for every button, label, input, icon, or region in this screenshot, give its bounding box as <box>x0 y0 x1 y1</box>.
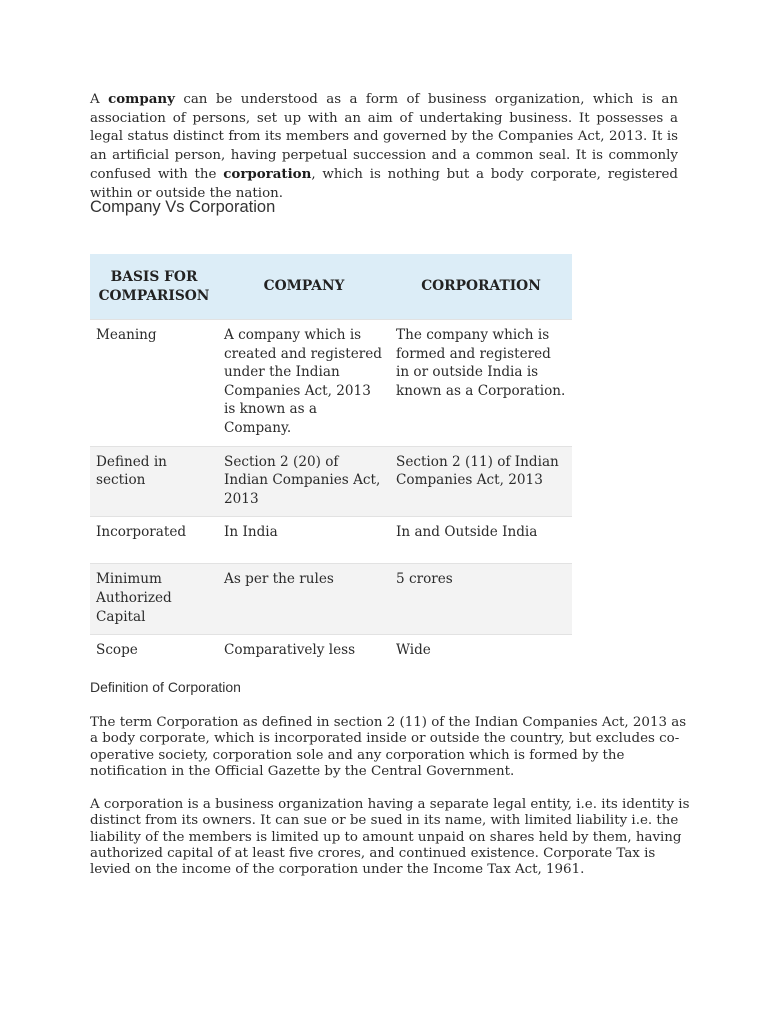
comparison-table <box>90 254 572 675</box>
row-company: Section 2 (20) of Indian Companies Act, 2013 <box>218 446 390 517</box>
header-company: COMPANY <box>218 254 390 320</box>
table-row <box>90 635 572 675</box>
intro-text-3: , which is nothing but a body corporate, registered within or outside the nation. <box>90 167 678 201</box>
row-corporation: In and Outside India <box>390 517 572 564</box>
table-row <box>90 564 572 635</box>
intro-bold-company: company <box>108 91 175 107</box>
table-row <box>90 517 572 564</box>
row-basis: Scope <box>90 635 218 675</box>
header-corporation: CORPORATION <box>390 254 572 320</box>
corporation-description-paragraph: A corporation is a business organization having a separate legal entity, i.e. its identity is distinct from its owners. It can sue or be sued in its name, with limited liability i.e. the liability of the members is limited up to amount unpaid on shares held by them, having authorized capital of at least five crores, and continued existence. Corporate Tax is levied on the income of the corporation under the Income Tax Act, 1961. <box>90 797 690 878</box>
intro-text-1: A <box>90 92 109 107</box>
row-basis: Incorporated <box>90 517 218 564</box>
row-company: As per the rules <box>218 564 390 635</box>
row-basis: Meaning <box>90 320 218 447</box>
row-corporation: 5 crores <box>390 564 572 635</box>
row-corporation: Wide <box>390 635 572 675</box>
header-basis: BASIS FOR COMPARISON <box>90 254 218 320</box>
row-company: In India <box>218 517 390 564</box>
intro-text-2: can be understood as a form of business organization, which is an association of persons, set up with an aim of undertaking business. It possesses a legal status distinct from its members and governed by the Companies Act, 2013. It is an artificial person, having perpetual succession and a common seal. It is commonly confused with the <box>90 92 678 182</box>
row-corporation: The company which is formed and registered in or outside India is known as a Corporation. <box>390 320 572 447</box>
intro-bold-corporation: corporation <box>223 166 312 182</box>
section-heading: Company Vs Corporation <box>90 198 276 216</box>
row-company: A company which is created and registered under the Indian Companies Act, 2013 is known as a Company. <box>218 320 390 447</box>
row-corporation: Section 2 (11) of Indian Companies Act, 2013 <box>390 446 572 517</box>
intro-paragraph <box>90 90 678 203</box>
definition-paragraph: The term Corporation as defined in section 2 (11) of the Indian Companies Act, 2013 as a body corporate, which is incorporated inside or outside the country, but excludes co-operative society, corporation sole and any corporation which is formed by the notification in the Official Gazette by the Central Government. <box>90 715 687 779</box>
row-company: Comparatively less <box>218 635 390 675</box>
table-row <box>90 446 572 517</box>
definition-heading: Definition of Corporation <box>90 679 241 695</box>
row-basis: Minimum Authorized Capital <box>90 564 218 635</box>
table-row <box>90 320 572 447</box>
table-header-row <box>90 254 572 320</box>
row-basis: Defined in section <box>90 446 218 517</box>
